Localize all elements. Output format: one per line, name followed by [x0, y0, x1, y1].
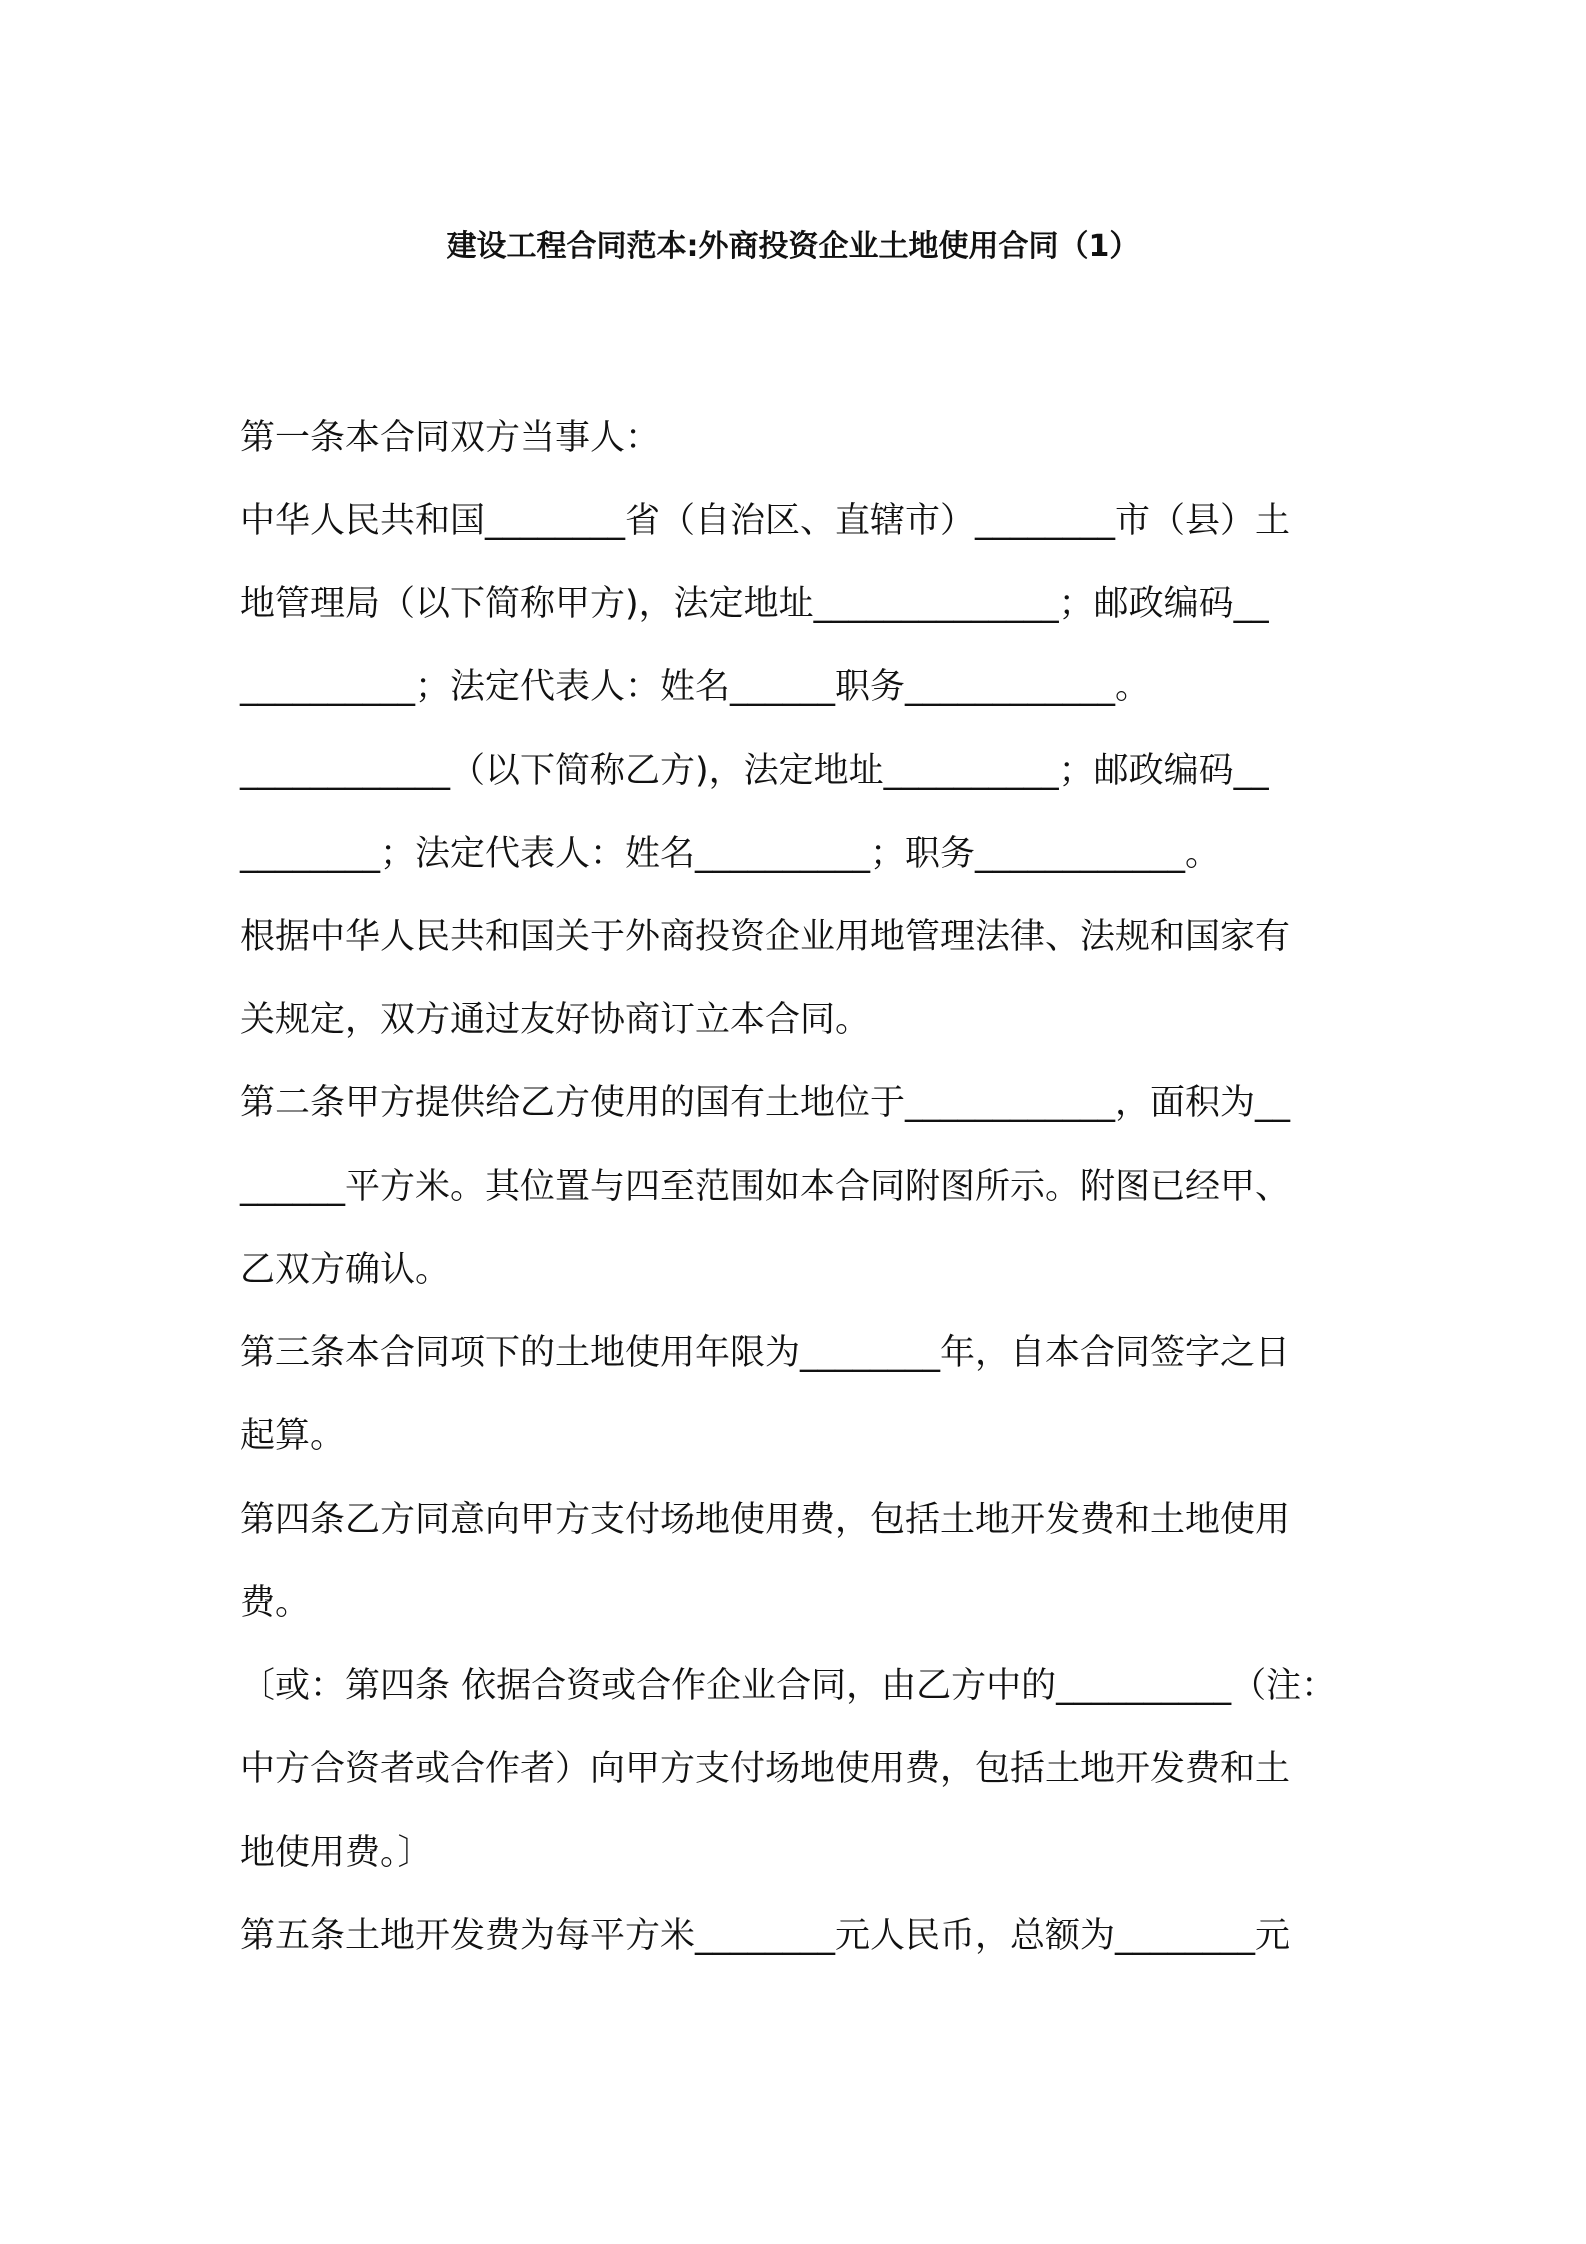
text-line: 乙双方确认。 [240, 1250, 451, 1290]
text-line: ________；法定代表人：姓名__________；职务____________。 [240, 834, 1221, 874]
text-line: 第一条本合同双方当事人： [240, 418, 661, 458]
text-line: 关规定，双方通过友好协商订立本合同。 [240, 1000, 871, 1040]
text-line: ____________（以下简称乙方)，法定地址__________；邮政编码__ [240, 751, 1269, 791]
text-line: 地管理局（以下简称甲方)，法定地址______________；邮政编码__ [240, 584, 1269, 624]
text-line: 第五条土地开发费为每平方米________元人民币，总额为________元 [240, 1916, 1291, 1956]
text-line: __________；法定代表人：姓名______职务____________。 [240, 667, 1151, 707]
text-line: 〔或：第四条 依据合资或合作企业合同，由乙方中的__________（注： [240, 1666, 1337, 1706]
document-title: 建设工程合同范本:外商投资企业土地使用合同（1） [446, 229, 1140, 264]
text-line: 中华人民共和国________省（自治区、直辖市）________市（县）土 [240, 501, 1291, 541]
text-line: 第二条甲方提供给乙方使用的国有土地位于____________，面积为__ [240, 1083, 1291, 1123]
text-line: 起算。 [240, 1416, 346, 1456]
text-line: ______平方米。其位置与四至范围如本合同附图所示。附图已经甲、 [240, 1167, 1291, 1207]
text-line: 第四条乙方同意向甲方支付场地使用费，包括土地开发费和土地使用 [240, 1500, 1291, 1540]
text-line: 地使用费。〕 [240, 1833, 433, 1873]
text-line: 中方合资者或合作者）向甲方支付场地使用费，包括土地开发费和土 [240, 1749, 1291, 1789]
text-line: 根据中华人民共和国关于外商投资企业用地管理法律、法规和国家有 [240, 917, 1291, 957]
text-line: 费。 [240, 1583, 311, 1623]
text-line: 第三条本合同项下的土地使用年限为________年，自本合同签字之日 [240, 1333, 1291, 1373]
